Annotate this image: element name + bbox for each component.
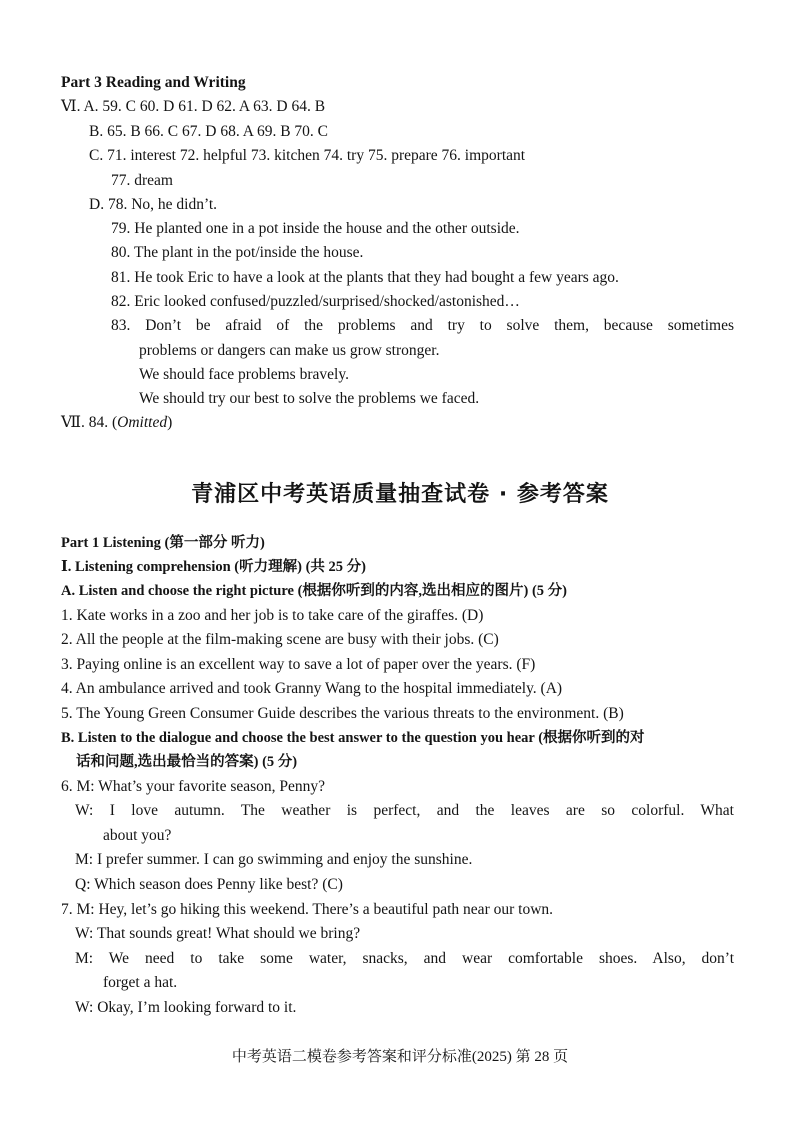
question-5: 5. The Young Green Consumer Guide describes the various threats to the environment. (B) <box>61 705 624 722</box>
section-b-heading: B. Listen to the dialogue and choose the best answer to the question you hear (根据你听到的对 <box>61 730 645 746</box>
answer-81: 81. He took Eric to have a look at the plants that they had bought a few years ago. <box>111 269 619 286</box>
q6-line-w1: W: I love autumn. The weather is perfect, and the leaves are so colorful. What <box>75 802 734 819</box>
answer-84-prefix: Ⅶ. 84. ( <box>61 414 118 431</box>
q7-line-m2: M: We need to take some water, snacks, and wear comfortable shoes. Also, don’t <box>75 950 734 967</box>
section-a-heading: A. Listen and choose the right picture (根据你听到的内容,选出相应的图片) (5 分) <box>61 583 568 599</box>
question-3: 3. Paying online is an excellent way to save a lot of paper over the years. (F) <box>61 656 536 673</box>
q6-line-m2: M: I prefer summer. I can go swimming and enjoy the sunshine. <box>75 851 473 868</box>
q7-line-m2-cont: forget a hat. <box>103 974 178 991</box>
q6-line-m1: 6. M: What’s your favorite season, Penny? <box>61 778 326 795</box>
section-b-heading-cont: 话和问题,选出最恰当的答案) (5 分) <box>76 754 298 770</box>
answer-83: 83. Don’t be afraid of the problems and try to solve them, because sometimes <box>111 317 734 334</box>
answer-79: 79. He planted one in a pot inside the house and the other outside. <box>111 220 520 237</box>
answer-83-alt-2: We should try our best to solve the problems we faced. <box>139 390 480 407</box>
answer-line-vi-c: C. 71. interest 72. helpful 73. kitchen 74. try 75. prepare 76. important <box>89 147 526 164</box>
answer-line-vi-c-cont: 77. dream <box>111 172 173 189</box>
question-2: 2. All the people at the film-making scene are busy with their jobs. (C) <box>61 631 499 648</box>
q6-question: Q: Which season does Penny like best? (C) <box>75 876 343 893</box>
answer-82: 82. Eric looked confused/puzzled/surprised/shocked/astonished… <box>111 293 520 310</box>
q7-line-m1: 7. M: Hey, let’s go hiking this weekend. There’s a beautiful path near our town. <box>61 901 554 918</box>
question-1: 1. Kate works in a zoo and her job is to take care of the giraffes. (D) <box>61 607 484 624</box>
answer-line-vi-a: Ⅵ. A. 59. C 60. D 61. D 62. A 63. D 64. B <box>61 98 326 115</box>
q7-line-w2: W: Okay, I’m looking forward to it. <box>75 999 297 1016</box>
answer-84-omitted: Omitted <box>117 414 168 431</box>
answer-84-suffix: ) <box>167 414 173 431</box>
page-title: 青浦区中考英语质量抽查试卷 · 参考答案 <box>191 482 609 507</box>
answer-80: 80. The plant in the pot/inside the house. <box>111 244 364 261</box>
part1-heading: Part 1 Listening (第一部分 听力) <box>61 535 265 551</box>
section-1-heading: Ⅰ. Listening comprehension (听力理解) (共 25 分) <box>61 559 366 575</box>
answer-84 <box>61 413 172 433</box>
q7-line-w1: W: That sounds great! What should we bring? <box>75 925 361 942</box>
part3-heading: Part 3 Reading and Writing <box>61 74 246 91</box>
q6-line-w1-cont: about you? <box>103 827 172 844</box>
page-footer: 中考英语二模卷参考答案和评分标准(2025) 第 28 页 <box>231 1049 569 1065</box>
answer-line-vi-b: B. 65. B 66. C 67. D 68. A 69. B 70. C <box>89 123 328 140</box>
question-4: 4. An ambulance arrived and took Granny Wang to the hospital immediately. (A) <box>61 680 563 697</box>
answer-78: D. 78. No, he didn’t. <box>89 196 218 213</box>
answer-83-alt-1: We should face problems bravely. <box>139 366 349 383</box>
answer-83-cont: problems or dangers can make us grow stronger. <box>139 342 440 359</box>
